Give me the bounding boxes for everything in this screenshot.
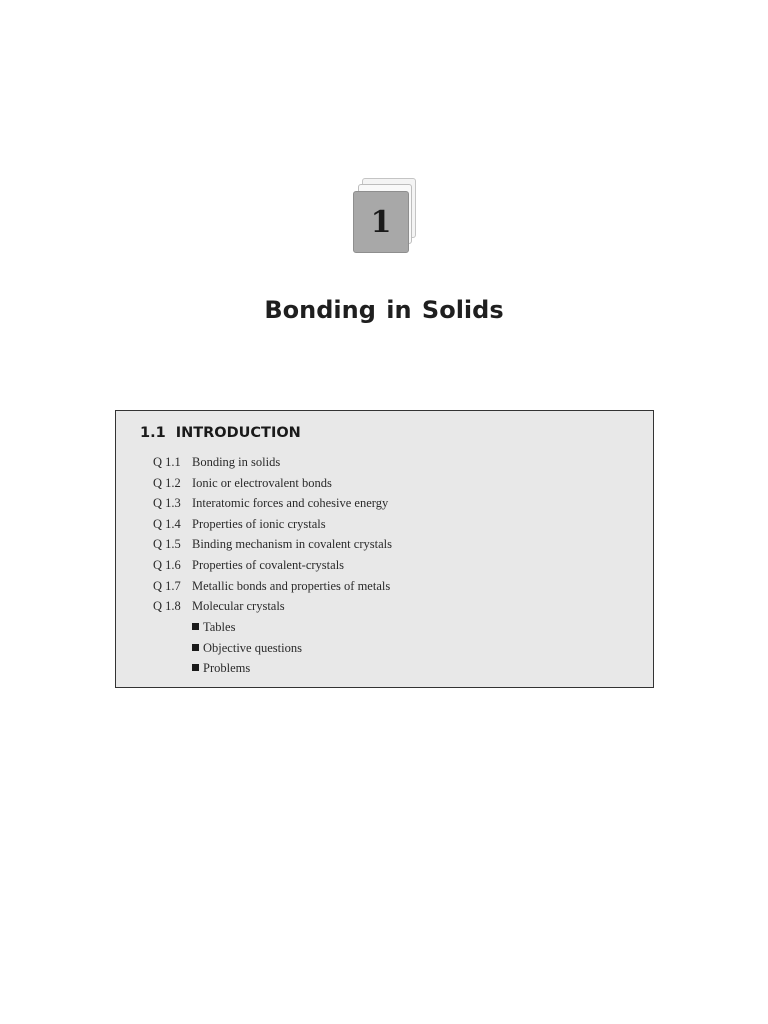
question-list xyxy=(153,452,392,617)
chapter-contents-box xyxy=(115,410,654,688)
square-bullet-icon xyxy=(192,664,199,671)
section-title: INTRODUCTION xyxy=(175,425,301,441)
square-bullet-icon xyxy=(192,623,199,630)
section-heading xyxy=(140,425,301,441)
extras-label: Objective questions xyxy=(203,640,302,655)
extras-list xyxy=(192,617,302,679)
question-title: Bonding in solids xyxy=(192,455,281,469)
extras-label: Problems xyxy=(203,661,251,676)
question-code: Q 1.2 xyxy=(153,475,181,490)
question-code: Q 1.4 xyxy=(153,516,181,531)
question-item xyxy=(153,576,392,597)
extras-label: Tables xyxy=(203,620,236,634)
question-code: Q 1.3 xyxy=(153,496,181,511)
question-item xyxy=(153,534,392,555)
question-title: Binding mechanism in covalent crystals xyxy=(192,537,392,552)
question-item xyxy=(153,473,392,494)
question-title: Molecular crystals xyxy=(192,599,285,614)
question-code: Q 1.8 xyxy=(153,599,181,614)
extras-item xyxy=(192,617,302,638)
question-code: Q 1.1 xyxy=(153,455,181,469)
extras-item xyxy=(192,658,302,679)
question-item xyxy=(153,452,392,473)
chapter-number-badge xyxy=(352,176,418,254)
question-item xyxy=(153,596,392,617)
question-title: Interatomic forces and cohesive energy xyxy=(192,496,389,511)
question-item xyxy=(153,555,392,576)
badge-front-card xyxy=(353,191,409,253)
question-title: Properties of ionic crystals xyxy=(192,516,326,531)
question-code: Q 1.6 xyxy=(153,557,181,572)
question-title: Properties of covalent-crystals xyxy=(192,557,345,572)
question-item xyxy=(153,493,392,514)
chapter-number: 1 xyxy=(370,204,392,240)
chapter-title: Bonding in Solids xyxy=(264,296,504,324)
section-number: 1.1 xyxy=(140,425,166,441)
question-code: Q 1.7 xyxy=(153,578,181,593)
question-title: Metallic bonds and properties of metals xyxy=(192,578,391,593)
square-bullet-icon xyxy=(192,644,199,651)
extras-item xyxy=(192,638,302,659)
question-title: Ionic or electrovalent bonds xyxy=(192,475,332,490)
question-code: Q 1.5 xyxy=(153,537,181,552)
question-item xyxy=(153,514,392,535)
